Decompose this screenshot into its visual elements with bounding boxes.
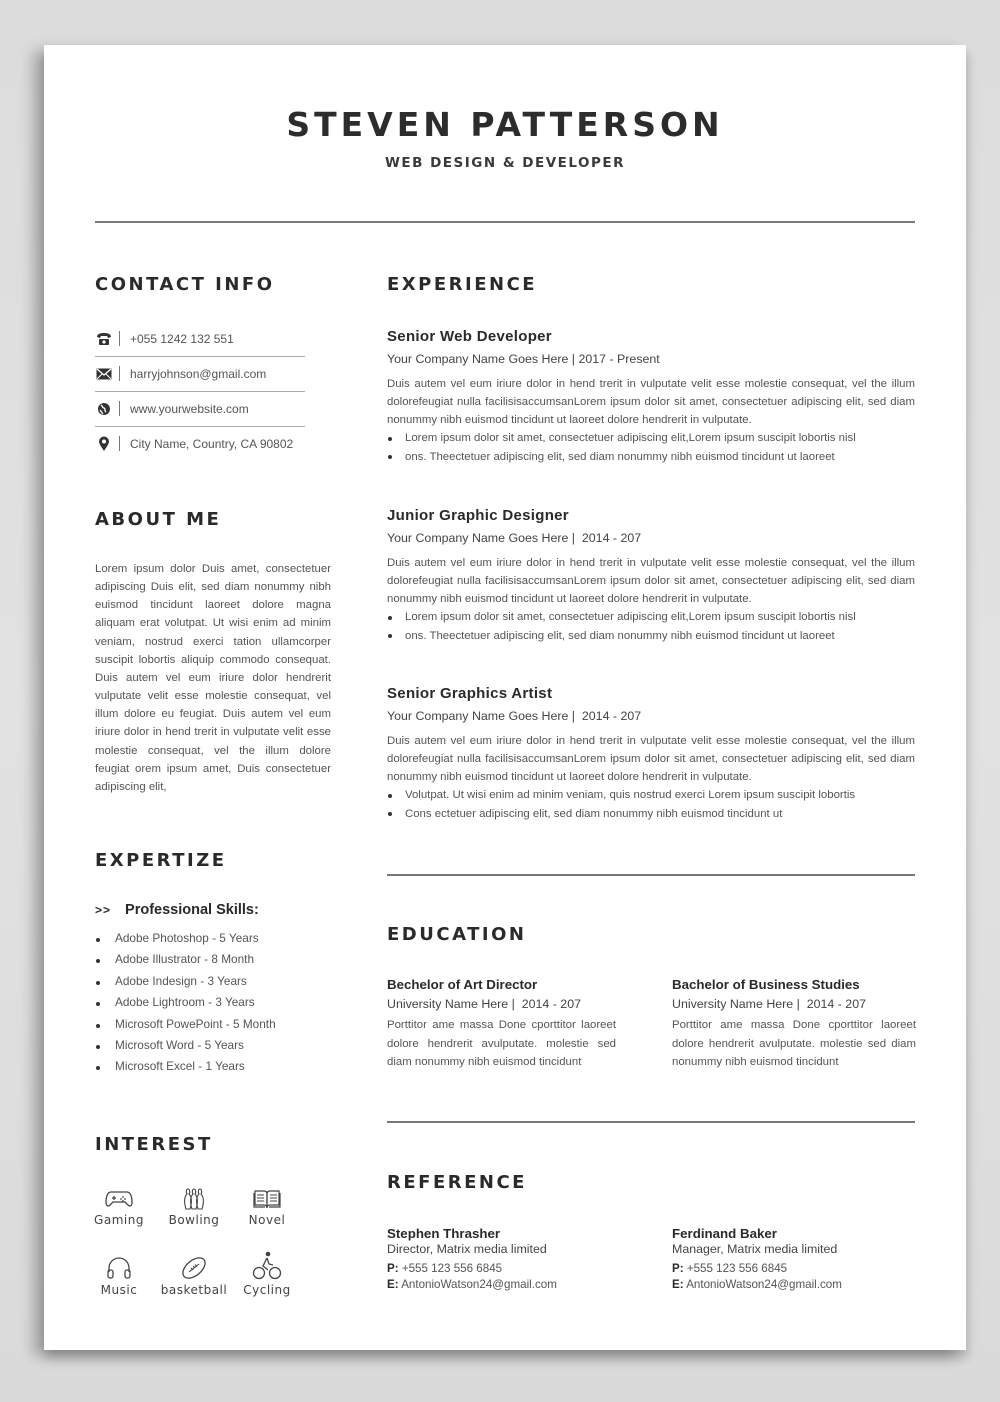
job-company: Your Company Name Goes Here | 2014 - 207 [387, 709, 642, 723]
job-description: Duis autem vel eum iriure dolor in hend trerit in vulputate velit esse molestie consequat, vel the illum dolorefeugiat nulla facilisisaccumsanLorem ipsum dolor sit amet, consectetuer adipiscing elit, sed diam nonummy nibh euismod tincidunt ut laoreet dolore hendrerit in vulputate. [387, 378, 915, 426]
experience-entry [387, 328, 915, 466]
separator [119, 401, 120, 416]
education-entry [672, 977, 916, 1072]
email-label: E: [387, 1278, 399, 1291]
skill-item: Microsoft Excel - 1 Years [95, 1056, 276, 1077]
reference-title: Director, Matrix media limited [387, 1242, 547, 1256]
contact-phone [95, 321, 305, 356]
reference-phone [672, 1262, 916, 1275]
headphones-icon [106, 1256, 132, 1280]
job-bullets [387, 786, 915, 823]
contact-email [95, 356, 305, 391]
reference-title: Manager, Matrix media limited [672, 1242, 838, 1256]
skill-item: Adobe Photoshop - 5 Years [95, 928, 276, 949]
reference-phone-value: +555 123 556 6845 [401, 1262, 503, 1275]
reference-email-value: AntonioWatson24@gmail.com [686, 1278, 842, 1291]
about-heading: ABOUT ME [95, 509, 222, 530]
job-bullet: ons. Theectetuer adipiscing elit, sed diam nonummy nibh euismod tincidunt ut laoreet [387, 627, 915, 646]
education-heading: EDUCATION [387, 924, 527, 945]
education-divider [387, 1121, 915, 1123]
job-role: Senior Web Developer [387, 328, 552, 345]
job-bullet: Lorem ipsum dolor sit amet, consectetuer adipiscing elit,Lorem ipsum suscipit lobortis nisl [387, 429, 915, 448]
contact-heading: CONTACT INFO [95, 274, 275, 295]
contact-email-value: harryjohnson@gmail.com [130, 366, 267, 381]
job-role: Senior Graphics Artist [387, 685, 553, 702]
skill-item: Adobe Lightroom - 3 Years [95, 992, 276, 1013]
education-entry [387, 977, 616, 1072]
experience-entry [387, 685, 915, 823]
contact-phone-value: +055 1242 132 551 [130, 331, 234, 346]
header-divider [95, 221, 915, 223]
interest-novel [227, 1188, 307, 1227]
skills-subheading [95, 902, 259, 918]
experience-entry [387, 507, 915, 645]
interest-label: Gaming [94, 1213, 144, 1227]
interest-basketball [154, 1256, 234, 1297]
interest-label: basketball [160, 1283, 228, 1297]
degree-title: Bechelor of Art Director [387, 977, 538, 992]
skills-list [95, 928, 276, 1078]
email-label: E: [672, 1278, 684, 1291]
skills-subheading-label: Professional Skills: [125, 902, 259, 918]
reference-phone-value: +555 123 556 6845 [686, 1262, 788, 1275]
job-description: Duis autem vel eum iriure dolor in hend trerit in vulputate velit esse molestie consequat, vel the illum dolorefeugiat nulla facilisisaccumsanLorem ipsum dolor sit amet, consectetuer adipiscing elit, sed diam nonummy nibh euismod tincidunt ut laoreet dolore hendrerit in vulputate. [387, 557, 915, 605]
cyclist-icon [252, 1251, 282, 1280]
contact-website [95, 391, 305, 426]
reference-email [387, 1278, 631, 1291]
interest-label: Bowling [168, 1213, 220, 1227]
reference-email-value: AntonioWatson24@gmail.com [401, 1278, 557, 1291]
resume-page [44, 45, 966, 1350]
interest-cycling [227, 1251, 307, 1297]
job-bullet: Volutpat. Ut wisi enim ad minim veniam, quis nostrud exerci Lorem ipsum suscipit lobortis [387, 786, 915, 805]
interest-gaming [79, 1188, 159, 1227]
skill-item: Adobe Indesign - 3 Years [95, 971, 276, 992]
degree-title: Bachelor of Business Studies [672, 977, 860, 992]
interest-label: Music [100, 1283, 138, 1297]
phone-label: P: [672, 1262, 684, 1275]
about-text: Lorem ipsum dolor Duis amet, consectetuer adipiscing Duis elit, sed diam nonummy nibh euismod tincidunt laoreet dolore magna aliquam erat volutpat. Ut wisi enim ad minim veniam, nostrud exerci tation ullamcorper suscipit lobortis aliquip commodo consequat. Duis autem vel eum iriure dolor hendrerit vulputate velit esse molestie consequat, vel illum dolore eu feugiat. Duis autem vel eum iriure dolor in hend trerit in vulputate velit esse molestie consequat, vel the illum dolore feugiat orem ipsum amet, Duis consectetuer adipiscing elit, [95, 563, 331, 793]
gamepad-icon [105, 1188, 133, 1210]
reference-entry [672, 1226, 916, 1291]
bowling-pins-icon [181, 1188, 207, 1210]
map-pin-icon [95, 435, 113, 453]
education-description: Porttitor ame massa Done cporttitor laoreet dolore hendrerit avulputate. molestie sed diam nonummy nibh euismod tincidunt [672, 1019, 916, 1068]
contact-address-value: City Name, Country, CA 90802 [130, 436, 294, 451]
phone-icon [95, 330, 113, 348]
job-bullet: Lorem ipsum dolor sit amet, consectetuer adipiscing elit,Lorem ipsum suscipit lobortis nisl [387, 608, 915, 627]
reference-name: Stephen Thrasher [387, 1226, 501, 1241]
contact-address [95, 426, 305, 461]
job-bullets [387, 608, 915, 645]
reference-heading: REFERENCE [387, 1172, 527, 1193]
job-description: Duis autem vel eum iriure dolor in hend trerit in vulputate velit esse molestie consequat, vel the illum dolorefeugiat nulla facilisisaccumsanLorem ipsum dolor sit amet, consectetuer adipiscing elit, sed diam nonummy nibh euismod tincidunt ut laoreet dolore hendrerit in vulputate. [387, 735, 915, 783]
experience-heading: EXPERIENCE [387, 274, 538, 295]
skill-item: Microsoft PowePoint - 5 Month [95, 1014, 276, 1035]
job-bullet: Cons ectetuer adipiscing elit, sed diam nonummy nibh euismod tincidunt ut [387, 805, 915, 824]
reference-name: Ferdinand Baker [672, 1226, 777, 1241]
experience-divider [387, 874, 915, 876]
job-role: Junior Graphic Designer [387, 507, 569, 524]
interest-heading: INTEREST [95, 1134, 213, 1155]
reference-phone [387, 1262, 631, 1275]
open-book-icon [253, 1188, 281, 1210]
separator [119, 331, 120, 346]
job-bullet: ons. Theectetuer adipiscing elit, sed diam nonummy nibh euismod tincidunt ut laoreet [387, 448, 915, 467]
skill-item: Adobe Illustrator - 8 Month [95, 949, 276, 970]
school-name: University Name Here | 2014 - 207 [387, 997, 581, 1011]
interest-label: Novel [248, 1213, 286, 1227]
reference-entry [387, 1226, 631, 1291]
contact-website-value: www.yourwebsite.com [130, 401, 249, 416]
interest-label: Cycling [243, 1283, 291, 1297]
reference-email [672, 1278, 916, 1291]
skill-item: Microsoft Word - 5 Years [95, 1035, 276, 1056]
envelope-icon [95, 365, 113, 383]
interest-bowling [154, 1188, 234, 1227]
candidate-name: STEVEN PATTERSON [286, 105, 724, 144]
separator [119, 366, 120, 381]
interest-music [79, 1256, 159, 1297]
expertize-heading: EXPERTIZE [95, 850, 227, 871]
job-bullets [387, 429, 915, 466]
job-company: Your Company Name Goes Here | 2014 - 207 [387, 531, 642, 545]
education-description: Porttitor ame massa Done cporttitor laoreet dolore hendrerit avulputate. molestie sed diam nonummy nibh euismod tincidunt [387, 1019, 616, 1068]
candidate-title: WEB DESIGN & DEVELOPER [384, 155, 626, 171]
globe-icon [95, 400, 113, 418]
separator [119, 436, 120, 451]
school-name: University Name Here | 2014 - 207 [672, 997, 866, 1011]
phone-label: P: [387, 1262, 399, 1275]
double-chevron-icon: >> [95, 903, 112, 917]
football-icon [180, 1256, 208, 1280]
job-company: Your Company Name Goes Here | 2017 - Present [387, 352, 660, 366]
